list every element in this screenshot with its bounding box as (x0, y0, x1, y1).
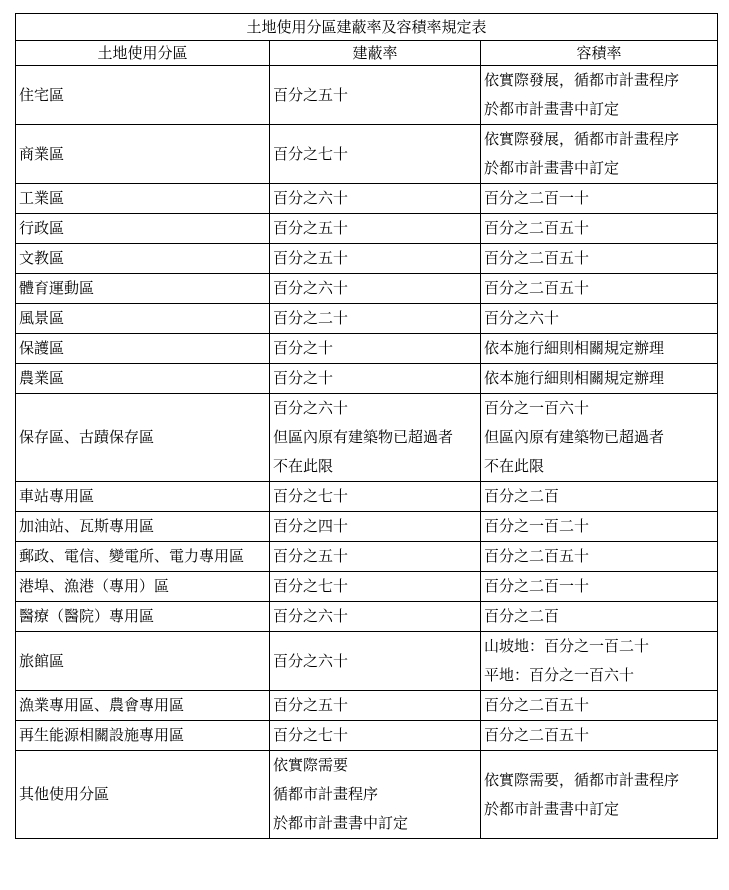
coverage-cell-line: 百分之六十 (273, 399, 349, 417)
coverage-cell-line: 百分之十 (273, 369, 334, 387)
far-cell-line: 百分之一百二十 (484, 517, 590, 535)
far-cell (481, 394, 718, 482)
far-cell-line: 百分之二百五十 (484, 219, 590, 237)
table-header-row (16, 41, 718, 66)
zone-cell: 保存區、古蹟保存區 (16, 394, 270, 482)
far-cell (481, 334, 718, 364)
zone-cell: 工業區 (16, 184, 270, 214)
regulation-table (15, 13, 718, 839)
table-row (16, 274, 718, 304)
far-cell (481, 602, 718, 632)
far-cell-line: 依本施行細則相關規定辦理 (484, 369, 665, 387)
coverage-cell-line: 百分之五十 (273, 249, 349, 267)
far-cell-line: 依本施行細則相關規定辦理 (484, 339, 665, 357)
table-row (16, 244, 718, 274)
coverage-cell-line: 循都市計畫程序 (273, 785, 379, 803)
table-row (16, 304, 718, 334)
far-cell (481, 512, 718, 542)
far-cell-line: 依實際需要，循都市計畫程序 (484, 770, 680, 789)
coverage-cell-line: 百分之六十 (273, 189, 349, 207)
zone-cell: 行政區 (16, 214, 270, 244)
far-cell (481, 274, 718, 304)
far-cell-line: 但區內原有建築物已超過者 (484, 428, 665, 446)
far-cell-line: 百分之二百 (484, 487, 560, 505)
coverage-cell (270, 691, 481, 721)
coverage-cell (270, 66, 481, 125)
coverage-cell-line: 百分之六十 (273, 651, 349, 670)
zone-cell: 文教區 (16, 244, 270, 274)
coverage-cell (270, 542, 481, 572)
zone-cell: 再生能源相關設施專用區 (16, 721, 270, 751)
far-cell-line: 依實際發展，循都市計畫程序 (484, 130, 680, 148)
far-cell-line: 於都市計畫書中訂定 (484, 159, 620, 177)
far-cell-line: 百分之二百五十 (484, 279, 590, 297)
coverage-cell (270, 244, 481, 274)
far-cell-line: 平地：百分之一百六十 (484, 666, 635, 684)
zone-cell: 車站專用區 (16, 482, 270, 512)
coverage-cell-line: 但區內原有建築物已超過者 (273, 428, 454, 446)
zone-cell: 商業區 (16, 125, 270, 184)
coverage-cell-line: 於都市計畫書中訂定 (273, 814, 409, 832)
coverage-cell (270, 214, 481, 244)
far-cell (481, 364, 718, 394)
far-cell-line: 百分之二百一十 (484, 189, 590, 207)
table-row (16, 334, 718, 364)
coverage-cell-line: 百分之七十 (273, 726, 349, 744)
zone-cell: 農業區 (16, 364, 270, 394)
table-row (16, 691, 718, 721)
zone-cell: 港埠、漁港（專用）區 (16, 572, 270, 602)
far-cell-line: 百分之二百一十 (484, 577, 590, 595)
far-cell (481, 125, 718, 184)
table-row (16, 512, 718, 542)
coverage-cell (270, 364, 481, 394)
coverage-cell (270, 482, 481, 512)
header-coverage: 建蔽率 (270, 41, 481, 66)
regulation-table-container (15, 13, 718, 839)
table-row (16, 602, 718, 632)
coverage-cell (270, 512, 481, 542)
coverage-cell (270, 125, 481, 184)
far-cell-line: 於都市計畫書中訂定 (484, 799, 620, 818)
table-row (16, 364, 718, 394)
coverage-cell-line: 百分之五十 (273, 219, 349, 237)
far-cell (481, 304, 718, 334)
zone-cell: 住宅區 (16, 66, 270, 125)
table-row (16, 482, 718, 512)
coverage-cell-line: 百分之五十 (273, 85, 349, 104)
far-cell (481, 572, 718, 602)
far-cell (481, 244, 718, 274)
far-cell (481, 691, 718, 721)
zone-cell: 保護區 (16, 334, 270, 364)
far-cell (481, 214, 718, 244)
coverage-cell (270, 602, 481, 632)
far-cell-line: 百分之二百五十 (484, 547, 590, 565)
coverage-cell-line: 依實際需要 (273, 756, 349, 774)
coverage-cell-line: 百分之六十 (273, 607, 349, 625)
far-cell-line: 於都市計畫書中訂定 (484, 100, 620, 118)
table-row (16, 751, 718, 839)
far-cell-line: 百分之一百六十 (484, 399, 590, 417)
zone-cell: 加油站、瓦斯專用區 (16, 512, 270, 542)
coverage-cell (270, 304, 481, 334)
coverage-cell (270, 274, 481, 304)
coverage-cell (270, 184, 481, 214)
zone-cell: 郵政、電信、變電所、電力專用區 (16, 542, 270, 572)
table-row (16, 184, 718, 214)
table-title: 土地使用分區建蔽率及容積率規定表 (16, 14, 718, 41)
coverage-cell (270, 394, 481, 482)
table-row (16, 721, 718, 751)
coverage-cell-line: 百分之七十 (273, 144, 349, 163)
far-cell-line: 百分之二百五十 (484, 696, 590, 714)
coverage-cell-line: 不在此限 (273, 457, 334, 475)
far-cell-line: 百分之二百 (484, 607, 560, 625)
coverage-cell-line: 百分之五十 (273, 547, 349, 565)
coverage-cell (270, 632, 481, 691)
coverage-cell (270, 751, 481, 839)
far-cell (481, 751, 718, 839)
zone-cell: 其他使用分區 (16, 751, 270, 839)
table-row (16, 125, 718, 184)
zone-cell: 醫療（醫院）專用區 (16, 602, 270, 632)
coverage-cell (270, 334, 481, 364)
table-row (16, 214, 718, 244)
far-cell (481, 482, 718, 512)
table-row (16, 66, 718, 125)
table-row (16, 572, 718, 602)
table-row (16, 632, 718, 691)
table-row (16, 542, 718, 572)
far-cell (481, 721, 718, 751)
table-row (16, 394, 718, 482)
far-cell (481, 184, 718, 214)
coverage-cell (270, 572, 481, 602)
coverage-cell-line: 百分之七十 (273, 577, 349, 595)
far-cell-line: 不在此限 (484, 457, 545, 475)
coverage-cell-line: 百分之二十 (273, 309, 349, 327)
zone-cell: 旅館區 (16, 632, 270, 691)
header-zone: 土地使用分區 (16, 41, 270, 66)
far-cell-line: 百分之二百五十 (484, 726, 590, 744)
coverage-cell-line: 百分之四十 (273, 517, 349, 535)
far-cell (481, 632, 718, 691)
far-cell-line: 百分之六十 (484, 309, 560, 327)
coverage-cell-line: 百分之五十 (273, 696, 349, 714)
table-body (16, 66, 718, 839)
header-far: 容積率 (481, 41, 718, 66)
coverage-cell (270, 721, 481, 751)
coverage-cell-line: 百分之七十 (273, 487, 349, 505)
far-cell-line: 百分之二百五十 (484, 249, 590, 267)
table-caption-row (16, 14, 718, 41)
far-cell-line: 依實際發展，循都市計畫程序 (484, 71, 680, 89)
far-cell (481, 66, 718, 125)
zone-cell: 風景區 (16, 304, 270, 334)
coverage-cell-line: 百分之六十 (273, 279, 349, 297)
zone-cell: 漁業專用區、農會專用區 (16, 691, 270, 721)
far-cell (481, 542, 718, 572)
coverage-cell-line: 百分之十 (273, 339, 334, 357)
zone-cell: 體育運動區 (16, 274, 270, 304)
far-cell-line: 山坡地：百分之一百二十 (484, 637, 650, 655)
